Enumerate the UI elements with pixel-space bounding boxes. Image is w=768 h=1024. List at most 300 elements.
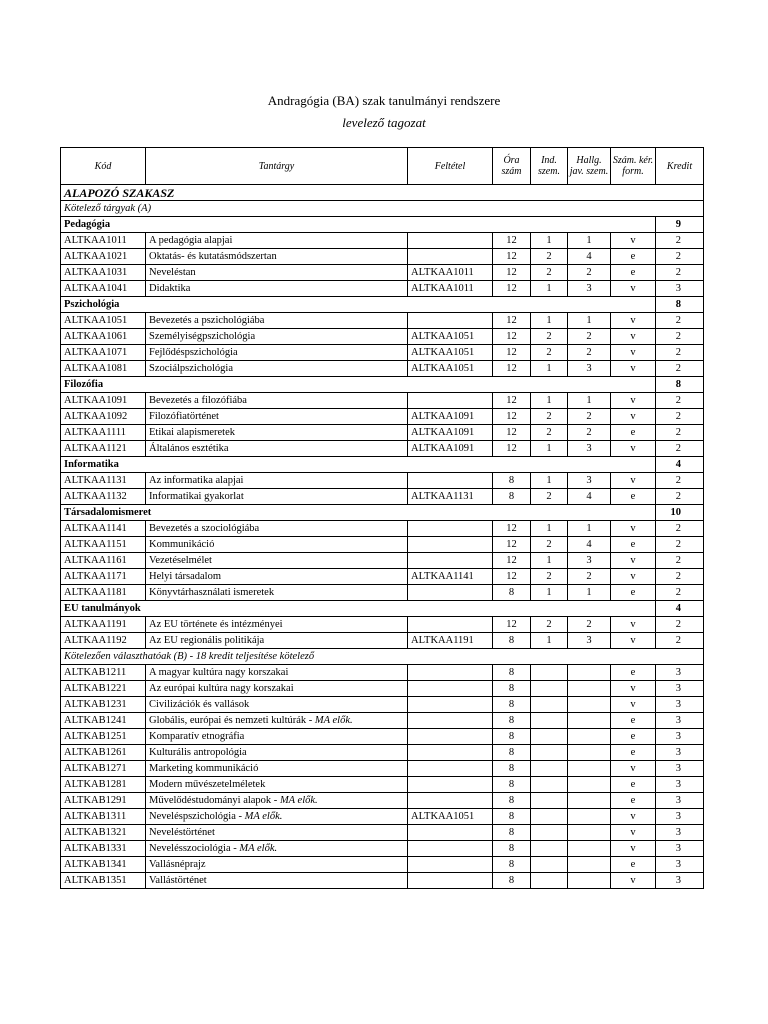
table-body bbox=[61, 185, 704, 889]
course-code: ALTKAA1111 bbox=[61, 425, 146, 441]
table-row bbox=[61, 473, 704, 489]
course-name-text: Vallástörténet bbox=[149, 874, 207, 886]
course-name bbox=[146, 793, 408, 809]
course-credit: 2 bbox=[656, 345, 704, 361]
table-row bbox=[61, 633, 704, 649]
course-name bbox=[146, 761, 408, 777]
course-credit: 2 bbox=[656, 521, 704, 537]
course-form: v bbox=[611, 345, 656, 361]
course-code: ALTKAB1321 bbox=[61, 825, 146, 841]
course-condition bbox=[408, 537, 493, 553]
course-credit: 2 bbox=[656, 585, 704, 601]
course-code: ALTKAB1271 bbox=[61, 761, 146, 777]
course-code: ALTKAA1161 bbox=[61, 553, 146, 569]
course-hours: 12 bbox=[493, 409, 531, 425]
ma-prep-note: MA elők. bbox=[244, 810, 283, 822]
course-credit: 3 bbox=[656, 825, 704, 841]
course-student-sem: 1 bbox=[568, 233, 611, 249]
group-row bbox=[61, 297, 704, 313]
course-ind-sem: 1 bbox=[531, 393, 568, 409]
course-ind-sem bbox=[531, 857, 568, 873]
course-student-sem: 4 bbox=[568, 249, 611, 265]
course-hours: 12 bbox=[493, 521, 531, 537]
group-row bbox=[61, 505, 704, 521]
course-name bbox=[146, 729, 408, 745]
course-hours: 12 bbox=[493, 425, 531, 441]
course-credit: 3 bbox=[656, 809, 704, 825]
course-code: ALTKAA1151 bbox=[61, 537, 146, 553]
course-condition bbox=[408, 585, 493, 601]
course-condition bbox=[408, 729, 493, 745]
course-condition bbox=[408, 761, 493, 777]
course-credit: 2 bbox=[656, 489, 704, 505]
table-row bbox=[61, 393, 704, 409]
course-ind-sem: 1 bbox=[531, 633, 568, 649]
course-ind-sem bbox=[531, 665, 568, 681]
course-ind-sem bbox=[531, 729, 568, 745]
course-ind-sem bbox=[531, 745, 568, 761]
course-name: Neveléstan bbox=[146, 265, 408, 281]
course-form: v bbox=[611, 473, 656, 489]
course-student-sem bbox=[568, 793, 611, 809]
course-hours: 8 bbox=[493, 681, 531, 697]
course-credit: 3 bbox=[656, 761, 704, 777]
course-form: e bbox=[611, 745, 656, 761]
table-row bbox=[61, 489, 704, 505]
table-row bbox=[61, 809, 704, 825]
course-name: Bevezetés a szociológiába bbox=[146, 521, 408, 537]
table-row bbox=[61, 409, 704, 425]
course-credit: 2 bbox=[656, 441, 704, 457]
course-hours: 12 bbox=[493, 265, 531, 281]
course-code: ALTKAA1171 bbox=[61, 569, 146, 585]
course-hours: 8 bbox=[493, 825, 531, 841]
group-name: Pedagógia bbox=[61, 217, 656, 233]
course-name: Helyi társadalom bbox=[146, 569, 408, 585]
course-student-sem bbox=[568, 857, 611, 873]
course-student-sem: 3 bbox=[568, 633, 611, 649]
course-code: ALTKAB1211 bbox=[61, 665, 146, 681]
table-header-row bbox=[61, 148, 704, 185]
course-hours: 8 bbox=[493, 873, 531, 889]
course-condition bbox=[408, 617, 493, 633]
ma-prep-note: MA elők. bbox=[239, 842, 278, 854]
course-student-sem bbox=[568, 777, 611, 793]
course-condition bbox=[408, 873, 493, 889]
course-ind-sem: 2 bbox=[531, 569, 568, 585]
course-code: ALTKAA1131 bbox=[61, 473, 146, 489]
course-student-sem bbox=[568, 761, 611, 777]
course-code: ALTKAB1231 bbox=[61, 697, 146, 713]
course-hours: 12 bbox=[493, 393, 531, 409]
group-name: Pszichológia bbox=[61, 297, 656, 313]
course-form: v bbox=[611, 393, 656, 409]
course-form: v bbox=[611, 361, 656, 377]
course-ind-sem: 2 bbox=[531, 617, 568, 633]
course-hours: 8 bbox=[493, 665, 531, 681]
course-student-sem: 1 bbox=[568, 521, 611, 537]
course-hours: 8 bbox=[493, 473, 531, 489]
subsection-a-title: Kötelező tárgyak (A) bbox=[61, 201, 704, 217]
course-name bbox=[146, 665, 408, 681]
course-student-sem bbox=[568, 809, 611, 825]
course-student-sem: 2 bbox=[568, 425, 611, 441]
course-student-sem bbox=[568, 841, 611, 857]
course-credit: 2 bbox=[656, 473, 704, 489]
course-hours: 8 bbox=[493, 857, 531, 873]
course-form: e bbox=[611, 857, 656, 873]
course-credit: 2 bbox=[656, 393, 704, 409]
course-condition bbox=[408, 857, 493, 873]
table-row bbox=[61, 665, 704, 681]
group-name: EU tanulmányok bbox=[61, 601, 656, 617]
course-ind-sem: 2 bbox=[531, 249, 568, 265]
course-name bbox=[146, 713, 408, 729]
course-student-sem: 3 bbox=[568, 361, 611, 377]
course-condition: ALTKAA1011 bbox=[408, 265, 493, 281]
course-ind-sem: 2 bbox=[531, 409, 568, 425]
course-code: ALTKAA1092 bbox=[61, 409, 146, 425]
course-name: Kommunikáció bbox=[146, 537, 408, 553]
course-student-sem: 1 bbox=[568, 313, 611, 329]
course-form: v bbox=[611, 633, 656, 649]
course-condition bbox=[408, 697, 493, 713]
course-condition: ALTKAA1191 bbox=[408, 633, 493, 649]
course-student-sem bbox=[568, 825, 611, 841]
course-code: ALTKAA1011 bbox=[61, 233, 146, 249]
course-credit: 2 bbox=[656, 537, 704, 553]
col-header-ind-sem: Ind. szem. bbox=[531, 148, 568, 185]
course-student-sem: 2 bbox=[568, 617, 611, 633]
course-condition: ALTKAA1091 bbox=[408, 425, 493, 441]
course-condition bbox=[408, 521, 493, 537]
course-name: Szociálpszichológia bbox=[146, 361, 408, 377]
course-student-sem bbox=[568, 713, 611, 729]
course-credit: 3 bbox=[656, 777, 704, 793]
course-ind-sem: 1 bbox=[531, 361, 568, 377]
course-credit: 2 bbox=[656, 569, 704, 585]
course-form: e bbox=[611, 729, 656, 745]
course-form: v bbox=[611, 681, 656, 697]
course-name: Etikai alapismeretek bbox=[146, 425, 408, 441]
course-name bbox=[146, 777, 408, 793]
course-ind-sem bbox=[531, 777, 568, 793]
course-code: ALTKAB1281 bbox=[61, 777, 146, 793]
course-hours: 12 bbox=[493, 313, 531, 329]
course-code: ALTKAA1091 bbox=[61, 393, 146, 409]
col-header-code: Kód bbox=[61, 148, 146, 185]
course-condition bbox=[408, 825, 493, 841]
course-credit: 2 bbox=[656, 361, 704, 377]
course-name bbox=[146, 873, 408, 889]
course-ind-sem: 1 bbox=[531, 313, 568, 329]
course-credit: 2 bbox=[656, 265, 704, 281]
course-ind-sem bbox=[531, 681, 568, 697]
table-row bbox=[61, 361, 704, 377]
table-row bbox=[61, 697, 704, 713]
course-credit: 3 bbox=[656, 665, 704, 681]
col-header-condition: Feltétel bbox=[408, 148, 493, 185]
course-condition bbox=[408, 473, 493, 489]
course-credit: 3 bbox=[656, 713, 704, 729]
course-condition: ALTKAA1051 bbox=[408, 345, 493, 361]
course-name-text: Kulturális antropológia bbox=[149, 746, 247, 758]
course-student-sem: 3 bbox=[568, 553, 611, 569]
course-code: ALTKAA1141 bbox=[61, 521, 146, 537]
document-title: Andragógia (BA) szak tanulmányi rendszere bbox=[267, 93, 501, 108]
course-credit: 2 bbox=[656, 313, 704, 329]
course-hours: 12 bbox=[493, 345, 531, 361]
group-row bbox=[61, 457, 704, 473]
course-credit: 2 bbox=[656, 233, 704, 249]
table-row bbox=[61, 617, 704, 633]
course-ind-sem bbox=[531, 809, 568, 825]
course-code: ALTKAB1311 bbox=[61, 809, 146, 825]
course-form: v bbox=[611, 617, 656, 633]
course-code: ALTKAA1051 bbox=[61, 313, 146, 329]
course-credit: 3 bbox=[656, 729, 704, 745]
course-student-sem bbox=[568, 697, 611, 713]
course-credit: 2 bbox=[656, 553, 704, 569]
course-name-text: Neveléspszichológia - bbox=[149, 810, 245, 822]
course-form: v bbox=[611, 521, 656, 537]
course-ind-sem bbox=[531, 841, 568, 857]
course-form: v bbox=[611, 441, 656, 457]
curriculum-table bbox=[60, 147, 704, 889]
course-form: e bbox=[611, 777, 656, 793]
course-credit: 2 bbox=[656, 425, 704, 441]
course-ind-sem: 2 bbox=[531, 345, 568, 361]
course-condition bbox=[408, 665, 493, 681]
course-name-text: Marketing kommunikáció bbox=[149, 762, 259, 774]
course-name-text: Neveléstörténet bbox=[149, 826, 215, 838]
course-name bbox=[146, 745, 408, 761]
course-condition bbox=[408, 553, 493, 569]
course-ind-sem: 2 bbox=[531, 425, 568, 441]
course-hours: 8 bbox=[493, 841, 531, 857]
course-name: Bevezetés a pszichológiába bbox=[146, 313, 408, 329]
table-row bbox=[61, 441, 704, 457]
table-row bbox=[61, 265, 704, 281]
group-name: Filozófia bbox=[61, 377, 656, 393]
course-credit: 3 bbox=[656, 681, 704, 697]
group-credit: 8 bbox=[656, 297, 704, 313]
course-student-sem: 3 bbox=[568, 441, 611, 457]
course-form: e bbox=[611, 425, 656, 441]
course-hours: 12 bbox=[493, 569, 531, 585]
course-name-text: Civilizációk és vallások bbox=[149, 698, 250, 710]
course-code: ALTKAA1021 bbox=[61, 249, 146, 265]
course-condition: ALTKAA1051 bbox=[408, 329, 493, 345]
table-row bbox=[61, 329, 704, 345]
course-hours: 12 bbox=[493, 553, 531, 569]
col-header-hours: Óra szám bbox=[493, 148, 531, 185]
course-code: ALTKAB1251 bbox=[61, 729, 146, 745]
course-condition bbox=[408, 745, 493, 761]
course-hours: 8 bbox=[493, 809, 531, 825]
table-row bbox=[61, 553, 704, 569]
course-condition bbox=[408, 681, 493, 697]
course-condition bbox=[408, 777, 493, 793]
course-condition bbox=[408, 841, 493, 857]
ma-prep-note: MA elők. bbox=[279, 794, 318, 806]
course-code: ALTKAA1181 bbox=[61, 585, 146, 601]
course-name-text: Vallásnéprajz bbox=[149, 858, 206, 870]
table-row bbox=[61, 345, 704, 361]
course-condition bbox=[408, 249, 493, 265]
course-ind-sem: 1 bbox=[531, 473, 568, 489]
course-ind-sem: 1 bbox=[531, 521, 568, 537]
course-credit: 3 bbox=[656, 841, 704, 857]
course-hours: 8 bbox=[493, 585, 531, 601]
course-name: Általános esztétika bbox=[146, 441, 408, 457]
course-student-sem: 1 bbox=[568, 585, 611, 601]
course-hours: 12 bbox=[493, 233, 531, 249]
course-student-sem: 3 bbox=[568, 281, 611, 297]
course-ind-sem bbox=[531, 713, 568, 729]
course-ind-sem bbox=[531, 697, 568, 713]
course-name: Fejlődéspszichológia bbox=[146, 345, 408, 361]
table-row bbox=[61, 713, 704, 729]
course-name: Filozófiatörténet bbox=[146, 409, 408, 425]
course-code: ALTKAB1261 bbox=[61, 745, 146, 761]
course-name bbox=[146, 697, 408, 713]
course-hours: 12 bbox=[493, 281, 531, 297]
course-student-sem bbox=[568, 745, 611, 761]
subsection-b-title: Kötelezően választhatóak (B) - 18 kredit teljesítése kötelező bbox=[61, 649, 704, 665]
course-condition: ALTKAA1091 bbox=[408, 441, 493, 457]
course-hours: 8 bbox=[493, 793, 531, 809]
course-hours: 8 bbox=[493, 777, 531, 793]
group-credit: 8 bbox=[656, 377, 704, 393]
course-form: v bbox=[611, 553, 656, 569]
course-code: ALTKAB1331 bbox=[61, 841, 146, 857]
course-credit: 2 bbox=[656, 633, 704, 649]
table-row bbox=[61, 425, 704, 441]
course-code: ALTKAA1191 bbox=[61, 617, 146, 633]
course-code: ALTKAB1351 bbox=[61, 873, 146, 889]
course-credit: 3 bbox=[656, 873, 704, 889]
course-student-sem bbox=[568, 681, 611, 697]
course-name: Vezetéselmélet bbox=[146, 553, 408, 569]
group-credit: 9 bbox=[656, 217, 704, 233]
course-form: e bbox=[611, 489, 656, 505]
course-ind-sem bbox=[531, 825, 568, 841]
course-ind-sem: 2 bbox=[531, 329, 568, 345]
course-condition: ALTKAA1091 bbox=[408, 409, 493, 425]
table-row bbox=[61, 281, 704, 297]
course-form: e bbox=[611, 793, 656, 809]
course-student-sem: 4 bbox=[568, 537, 611, 553]
subsection-row bbox=[61, 201, 704, 217]
course-ind-sem bbox=[531, 873, 568, 889]
section-row bbox=[61, 185, 704, 201]
course-hours: 8 bbox=[493, 633, 531, 649]
course-form: v bbox=[611, 873, 656, 889]
table-row bbox=[61, 585, 704, 601]
course-code: ALTKAA1031 bbox=[61, 265, 146, 281]
table-row bbox=[61, 873, 704, 889]
table-row bbox=[61, 729, 704, 745]
course-code: ALTKAA1132 bbox=[61, 489, 146, 505]
course-hours: 8 bbox=[493, 745, 531, 761]
course-credit: 2 bbox=[656, 409, 704, 425]
course-form: e bbox=[611, 665, 656, 681]
course-name-text: A magyar kultúra nagy korszakai bbox=[149, 666, 289, 678]
course-ind-sem: 1 bbox=[531, 233, 568, 249]
course-code: ALTKAB1341 bbox=[61, 857, 146, 873]
course-ind-sem: 1 bbox=[531, 553, 568, 569]
course-ind-sem: 2 bbox=[531, 489, 568, 505]
course-ind-sem: 1 bbox=[531, 441, 568, 457]
col-header-student-sem: Hallg. jav. szem. bbox=[568, 148, 611, 185]
course-name: Az EU regionális politikája bbox=[146, 633, 408, 649]
table-row bbox=[61, 777, 704, 793]
course-form: e bbox=[611, 249, 656, 265]
table-row bbox=[61, 313, 704, 329]
course-name-text: Globális, európai és nemzeti kultúrák - bbox=[149, 714, 315, 726]
course-form: e bbox=[611, 585, 656, 601]
course-student-sem: 3 bbox=[568, 473, 611, 489]
table-row bbox=[61, 857, 704, 873]
course-name: Az informatika alapjai bbox=[146, 473, 408, 489]
course-form: v bbox=[611, 281, 656, 297]
course-student-sem bbox=[568, 729, 611, 745]
course-code: ALTKAA1081 bbox=[61, 361, 146, 377]
group-credit: 10 bbox=[656, 505, 704, 521]
course-form: v bbox=[611, 233, 656, 249]
course-ind-sem: 1 bbox=[531, 585, 568, 601]
table-row bbox=[61, 761, 704, 777]
course-name bbox=[146, 825, 408, 841]
course-name: A pedagógia alapjai bbox=[146, 233, 408, 249]
course-hours: 12 bbox=[493, 329, 531, 345]
col-header-subject: Tantárgy bbox=[146, 148, 408, 185]
course-name: Didaktika bbox=[146, 281, 408, 297]
course-name-text: Nevelésszociológia - bbox=[149, 842, 240, 854]
course-form: e bbox=[611, 713, 656, 729]
group-name: Informatika bbox=[61, 457, 656, 473]
course-student-sem: 2 bbox=[568, 409, 611, 425]
table-row bbox=[61, 233, 704, 249]
course-ind-sem bbox=[531, 793, 568, 809]
course-form: e bbox=[611, 537, 656, 553]
course-form: v bbox=[611, 825, 656, 841]
course-student-sem: 4 bbox=[568, 489, 611, 505]
group-row bbox=[61, 377, 704, 393]
table-row bbox=[61, 745, 704, 761]
course-form: v bbox=[611, 329, 656, 345]
course-hours: 8 bbox=[493, 697, 531, 713]
course-hours: 12 bbox=[493, 537, 531, 553]
course-credit: 2 bbox=[656, 329, 704, 345]
course-code: ALTKAA1071 bbox=[61, 345, 146, 361]
table-row bbox=[61, 521, 704, 537]
group-credit: 4 bbox=[656, 457, 704, 473]
course-student-sem: 1 bbox=[568, 393, 611, 409]
table-row bbox=[61, 537, 704, 553]
table-row bbox=[61, 249, 704, 265]
course-form: v bbox=[611, 809, 656, 825]
course-name-text: Komparatív etnográfia bbox=[149, 730, 245, 742]
col-header-assessment-form: Szám. kér. form. bbox=[611, 148, 656, 185]
group-name: Társadalomismeret bbox=[61, 505, 656, 521]
course-hours: 12 bbox=[493, 617, 531, 633]
course-name-text: Művelődéstudományi alapok - bbox=[149, 794, 280, 806]
course-hours: 8 bbox=[493, 713, 531, 729]
course-name: Az EU története és intézményei bbox=[146, 617, 408, 633]
course-credit: 2 bbox=[656, 249, 704, 265]
